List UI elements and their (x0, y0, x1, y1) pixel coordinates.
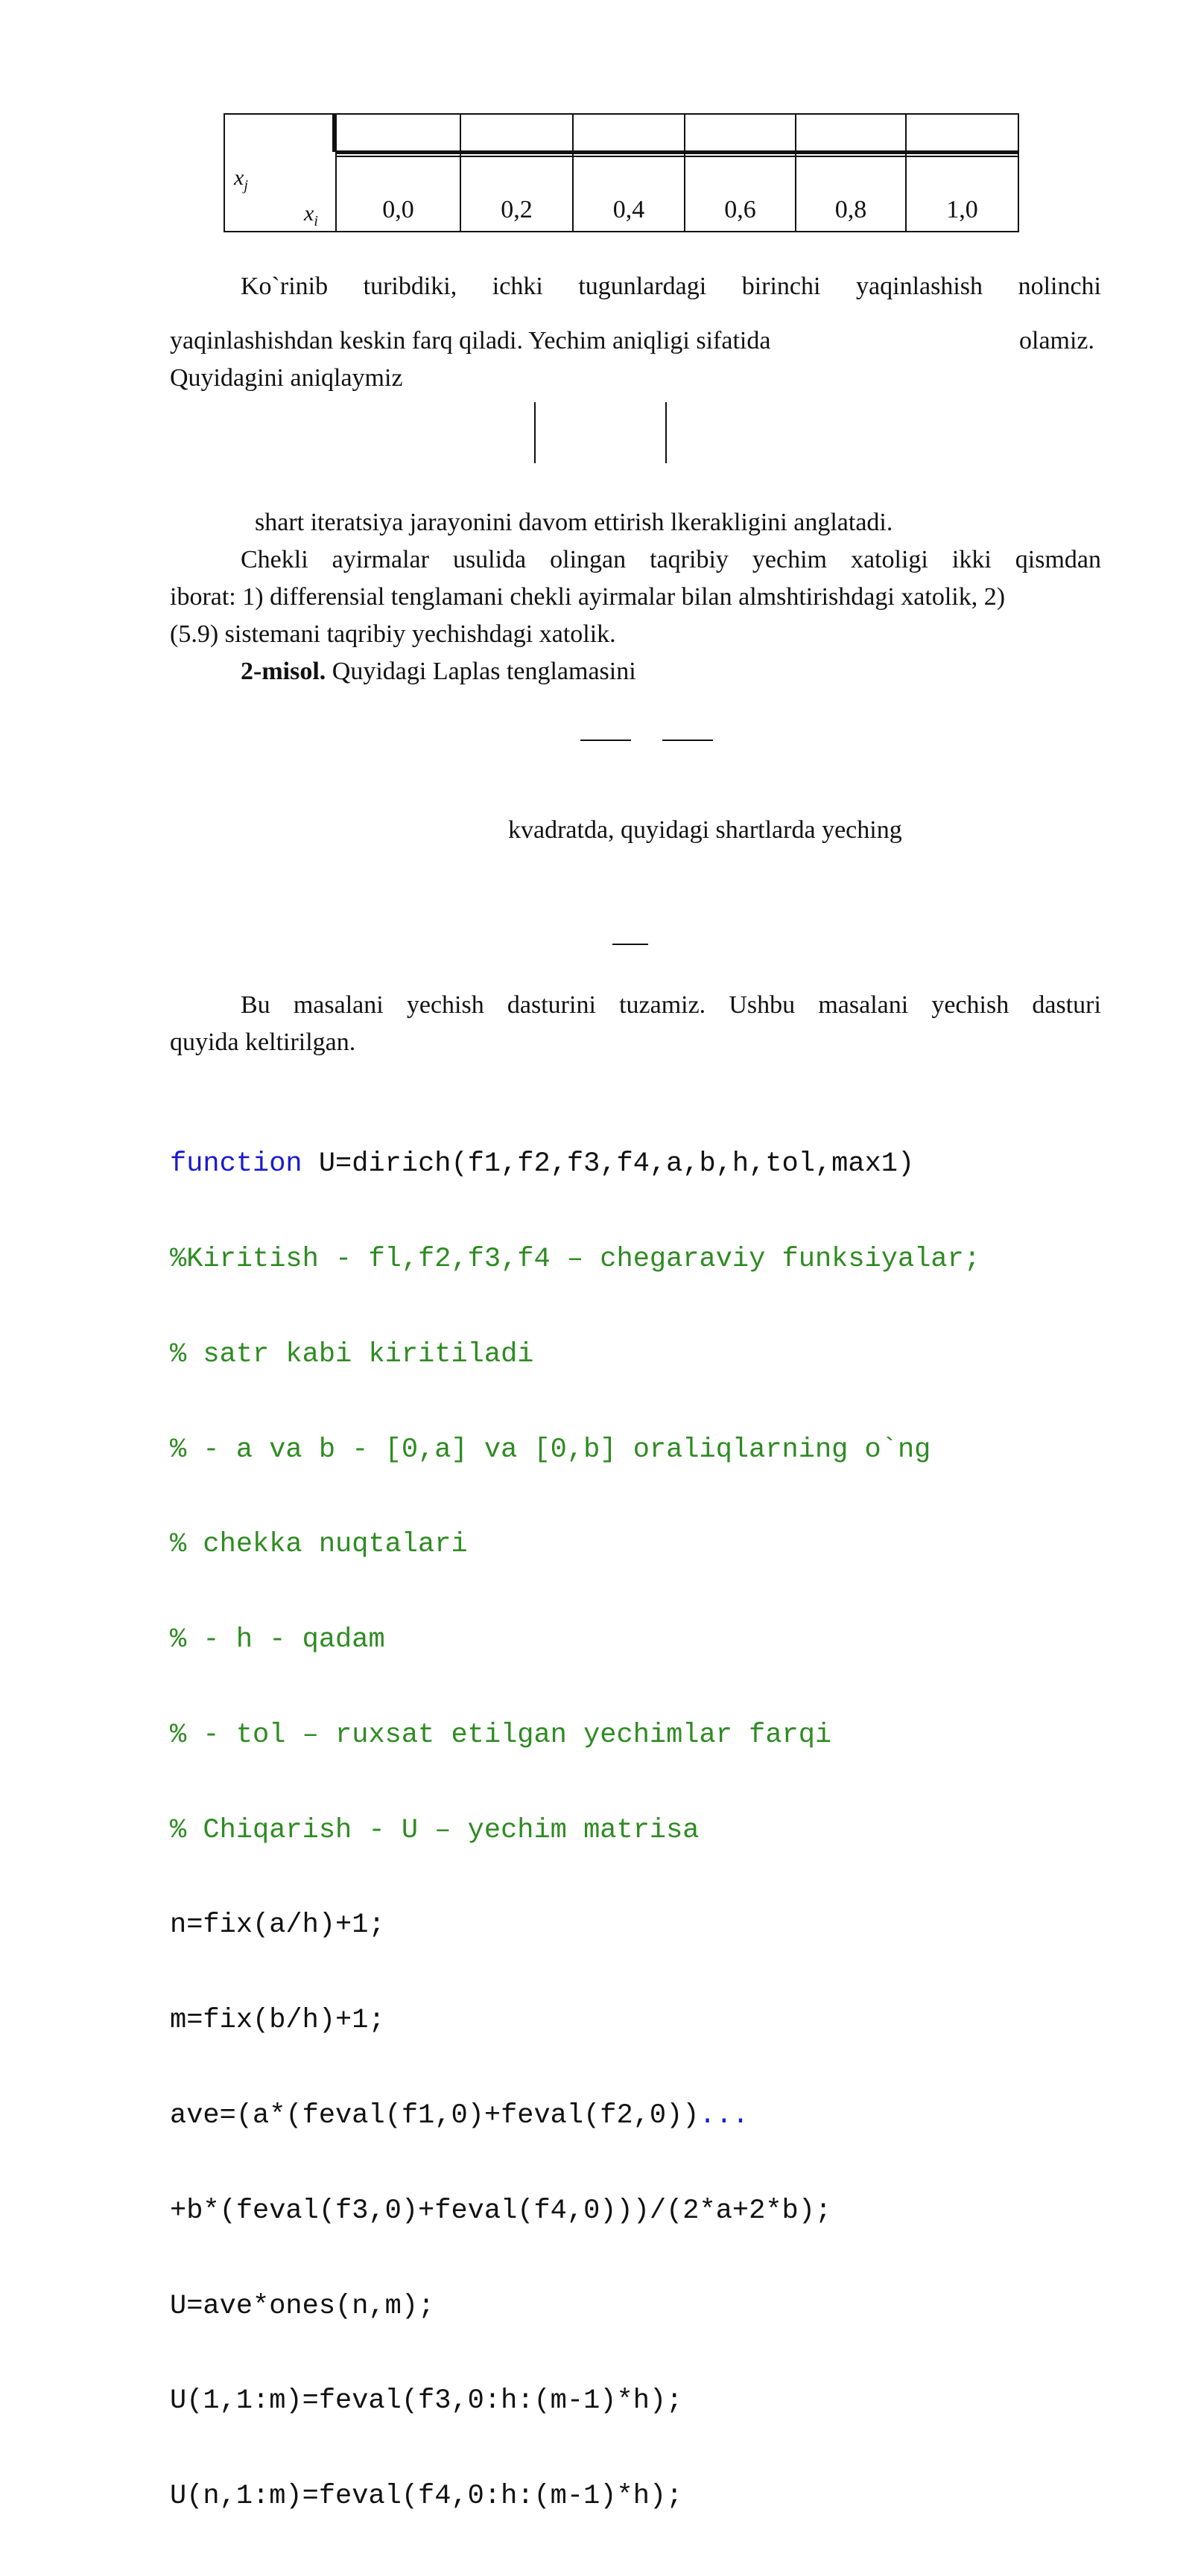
grid-table (224, 113, 1019, 232)
code-comment: % - h - qadam (170, 1624, 385, 1656)
word: Chekli (241, 546, 308, 573)
table-cell-x: 0,8 (834, 196, 867, 223)
word: ikki (951, 546, 992, 573)
word: yechish (931, 991, 1009, 1019)
word: yechim (752, 546, 827, 573)
paragraph-line-end: olamiz. (1019, 327, 1095, 354)
code-comment: % - tol – ruxsat etilgan yechimlar farqi (170, 1719, 832, 1751)
col-label-xi: $x_i$ (304, 201, 318, 229)
word: taqribiy (650, 546, 729, 573)
word: masalani (293, 991, 384, 1019)
table-cell-x: 1,0 (946, 196, 978, 223)
code-comment: %Kiritish - fl,f2,f3,f4 – chegaraviy funksiyalar; (170, 1243, 980, 1275)
example-label: 2-misol. (241, 658, 326, 685)
code-line: +b*(feval(f3,0)+feval(f4,0)))/(2*a+2*b); (170, 2195, 832, 2227)
code-comment: % - a va b - [0,a] va [0,b] oraliqlarning o`ng (170, 1434, 931, 1466)
paragraph-line: quyida keltirilgan. (170, 1028, 356, 1056)
formula-fraction-bar (662, 740, 713, 741)
formula-abs-bar (534, 402, 536, 463)
paragraph-line: shart iteratsiya jarayonini davom ettirish lkerakligini anglatadi. (255, 509, 893, 536)
table-border-top (224, 113, 1019, 115)
word: Bu (241, 991, 270, 1019)
paragraph-line: yaqinlashishdan keskin farq qiladi. Yechim aniqligi sifatida (170, 327, 771, 354)
table-border-left (224, 113, 225, 232)
code-line: m=fix(b/h)+1; (170, 2005, 385, 2037)
word: ichki (492, 273, 543, 300)
word: qismdan (1015, 546, 1101, 573)
paragraph-line (241, 268, 1101, 305)
example-heading (241, 653, 636, 690)
word: dasturi (1032, 991, 1101, 1019)
code-line: U(1,1:m)=feval(f3,0:h:(m-1)*h); (170, 2385, 683, 2417)
code-text: ave=(a*(feval(f1,0)+feval(f2,0)) (170, 2100, 700, 2131)
paragraph-line (241, 541, 1101, 579)
word: olingan (550, 546, 627, 573)
code-comment: % satr kabi kiritiladi (170, 1338, 534, 1370)
paragraph-line: kvadratda, quyidagi shartlarda yeching (508, 816, 902, 844)
word: yaqinlashish (856, 273, 983, 300)
code-line (170, 1148, 980, 1180)
formula-fraction-bar (580, 740, 631, 741)
word: ayirmalar (332, 546, 429, 573)
code-comment: % chekka nuqtalari (170, 1529, 468, 1561)
table-first-col-thick (332, 113, 337, 152)
code-line (170, 2100, 980, 2132)
word: xatoligi (850, 546, 928, 573)
word: tugunlardagi (578, 273, 707, 300)
row-label-xj: $x_j$ (234, 165, 248, 194)
code-line: U=ave*ones(n,m); (170, 2290, 435, 2322)
word: nolinchi (1018, 273, 1101, 300)
paragraph-line: Quyidagini aniqlaymiz (170, 364, 403, 392)
code-continuation: ... (699, 2100, 749, 2131)
word: turibdiki, (363, 273, 457, 300)
code-listing (170, 1085, 980, 2576)
code-line: U(n,1:m)=feval(f4,0:h:(m-1)*h); (170, 2481, 683, 2513)
table-border-bottom (224, 231, 1019, 232)
formula-abs-bar (665, 402, 667, 463)
word: Ushbu (729, 991, 796, 1019)
word: masalani (818, 991, 909, 1019)
word: tuzamiz. (619, 991, 706, 1019)
code-comment: % Chiqarish - U – yechim matrisa (170, 1814, 700, 1846)
table-cell-x: 0,0 (382, 196, 414, 223)
table-cell-x: 0,2 (501, 196, 533, 223)
word: Ko`rinib (241, 273, 329, 300)
word: yechish (406, 991, 484, 1019)
word: usulida (452, 546, 527, 573)
table-cell-x: 0,6 (724, 196, 756, 223)
code-line: n=fix(a/h)+1; (170, 1909, 385, 1941)
table-cell-x: 0,4 (612, 196, 645, 223)
word: dasturini (507, 991, 596, 1019)
example-text: Quyidagi Laplas tenglamasini (326, 658, 636, 685)
paragraph-line: iborat: 1) differensial tenglamani chekli ayirmalar bilan almshtirishdagi xatolik, 2) (170, 583, 1006, 611)
formula-fraction-bar (612, 944, 648, 945)
table-header-rule-2 (335, 156, 1019, 157)
word: birinchi (741, 273, 821, 300)
paragraph-line (241, 987, 1101, 1024)
paragraph-line: (5.9) sistemani taqribiy yechishdagi xatolik. (170, 620, 616, 648)
table-border-right (1018, 113, 1019, 232)
code-text: U=dirich(f1,f2,f3,f4,a,b,h,tol,max1) (302, 1148, 915, 1180)
table-header-rule (335, 150, 1019, 154)
code-keyword: function (170, 1148, 302, 1180)
